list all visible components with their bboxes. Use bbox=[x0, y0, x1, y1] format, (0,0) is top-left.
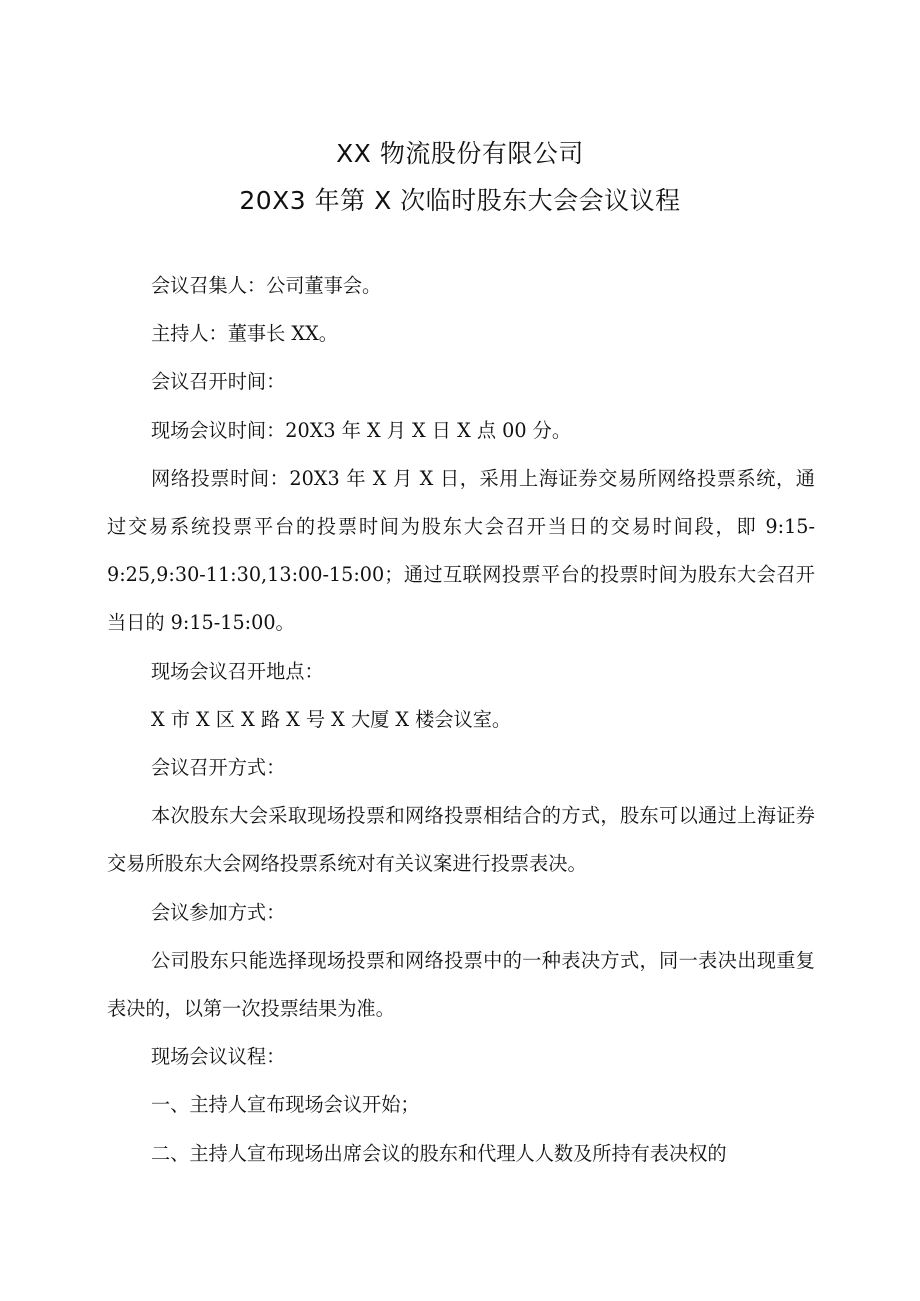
meeting-agenda-title: 20X3 年第 X 次临时股东大会会议议程 bbox=[239, 186, 681, 215]
convener-paragraph: 会议召集人：公司董事会。 bbox=[151, 274, 382, 297]
meeting-time-heading: 会议召开时间： bbox=[151, 370, 286, 394]
document-body bbox=[107, 262, 815, 1178]
onsite-agenda-heading: 现场会议议程： bbox=[151, 1045, 286, 1069]
participation-method-heading: 会议参加方式： bbox=[151, 900, 286, 924]
meeting-method-heading: 会议召开方式： bbox=[151, 756, 286, 780]
host-paragraph: 主持人：董事长 XX。 bbox=[151, 322, 338, 346]
agenda-item-2: 二、主持人宣布现场出席会议的股东和代理人人数及所持有表决权的 bbox=[151, 1141, 727, 1165]
meeting-method-paragraph: 本次股东大会采取现场投票和网络投票相结合的方式，股东可以通过上海证券交易所股东大会网络投票系统对有关议案进行投票表决。 bbox=[107, 804, 815, 876]
company-title: XX 物流股份有限公司 bbox=[336, 139, 584, 168]
meeting-location-paragraph: X 市 X 区 X 路 X 号 X 大厦 X 楼会议室。 bbox=[151, 707, 512, 731]
participation-method-paragraph: 公司股东只能选择现场投票和网络投票中的一种表决方式，同一表决出现重复表决的，以第一次投票结果为准。 bbox=[107, 948, 815, 1021]
online-voting-time-paragraph: 网络投票时间：20X3 年 X 月 X 日，采用上海证券交易所网络投票系统，通过交易系统投票平台的投票时间为股东大会召开当日的交易时间段，即 9:15-9:25,9:30-11:30,13:00-15:00；通过互联网投票平台的投票时间为股东大会召开当日的 9:15-15:00。 bbox=[107, 466, 815, 635]
meeting-location-heading: 现场会议召开地点： bbox=[151, 659, 324, 683]
agenda-item-1: 一、主持人宣布现场会议开始； bbox=[151, 1093, 420, 1117]
onsite-time-paragraph: 现场会议时间：20X3 年 X 月 X 日 X 点 00 分。 bbox=[151, 418, 572, 442]
